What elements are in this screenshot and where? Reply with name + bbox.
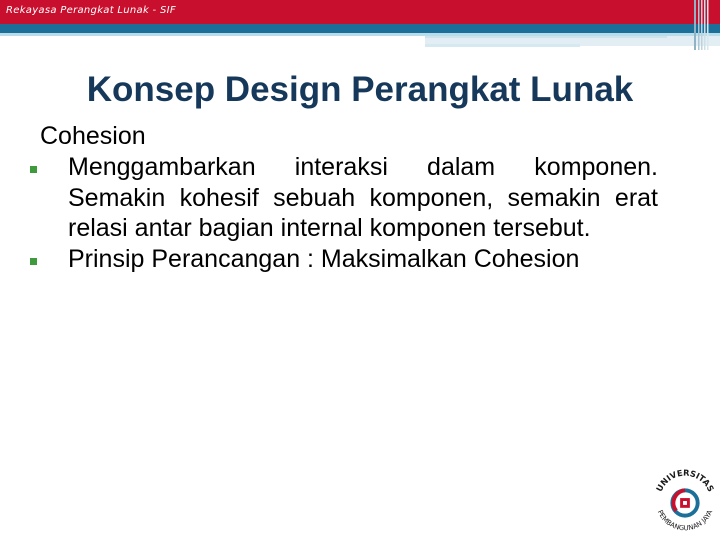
logo-bottom-text: PEMBANGUNAN JAYA <box>655 508 715 533</box>
list-item <box>28 152 658 244</box>
square-bullet-icon <box>30 166 37 173</box>
svg-text:PEMBANGUNAN JAYA <box>656 509 715 533</box>
corner-decoration <box>680 0 720 50</box>
university-logo <box>646 462 720 540</box>
list-item <box>28 244 658 275</box>
slide-title: Konsep Design Perangkat Lunak <box>86 70 634 109</box>
bullet-list <box>28 152 658 274</box>
decorative-stripe <box>425 36 667 38</box>
bullet-text: Prinsip Perancangan : Maksimalkan Cohesion <box>68 244 580 273</box>
header-bar <box>0 0 720 24</box>
header-stripe <box>0 24 720 33</box>
course-label: Rekayasa Perangkat Lunak - SIF <box>6 5 176 16</box>
logo-top-text: UNIVERSITAS <box>653 467 717 494</box>
bullet-text: Menggambarkan interaksi dalam komponen. Semakin kohesif sebuah komponen, semakin erat relasi antar bagian internal komponen tersebut. <box>68 153 658 242</box>
section-subheading: Cohesion <box>40 122 146 150</box>
square-bullet-icon <box>30 258 37 265</box>
decorative-stripe <box>425 44 580 47</box>
